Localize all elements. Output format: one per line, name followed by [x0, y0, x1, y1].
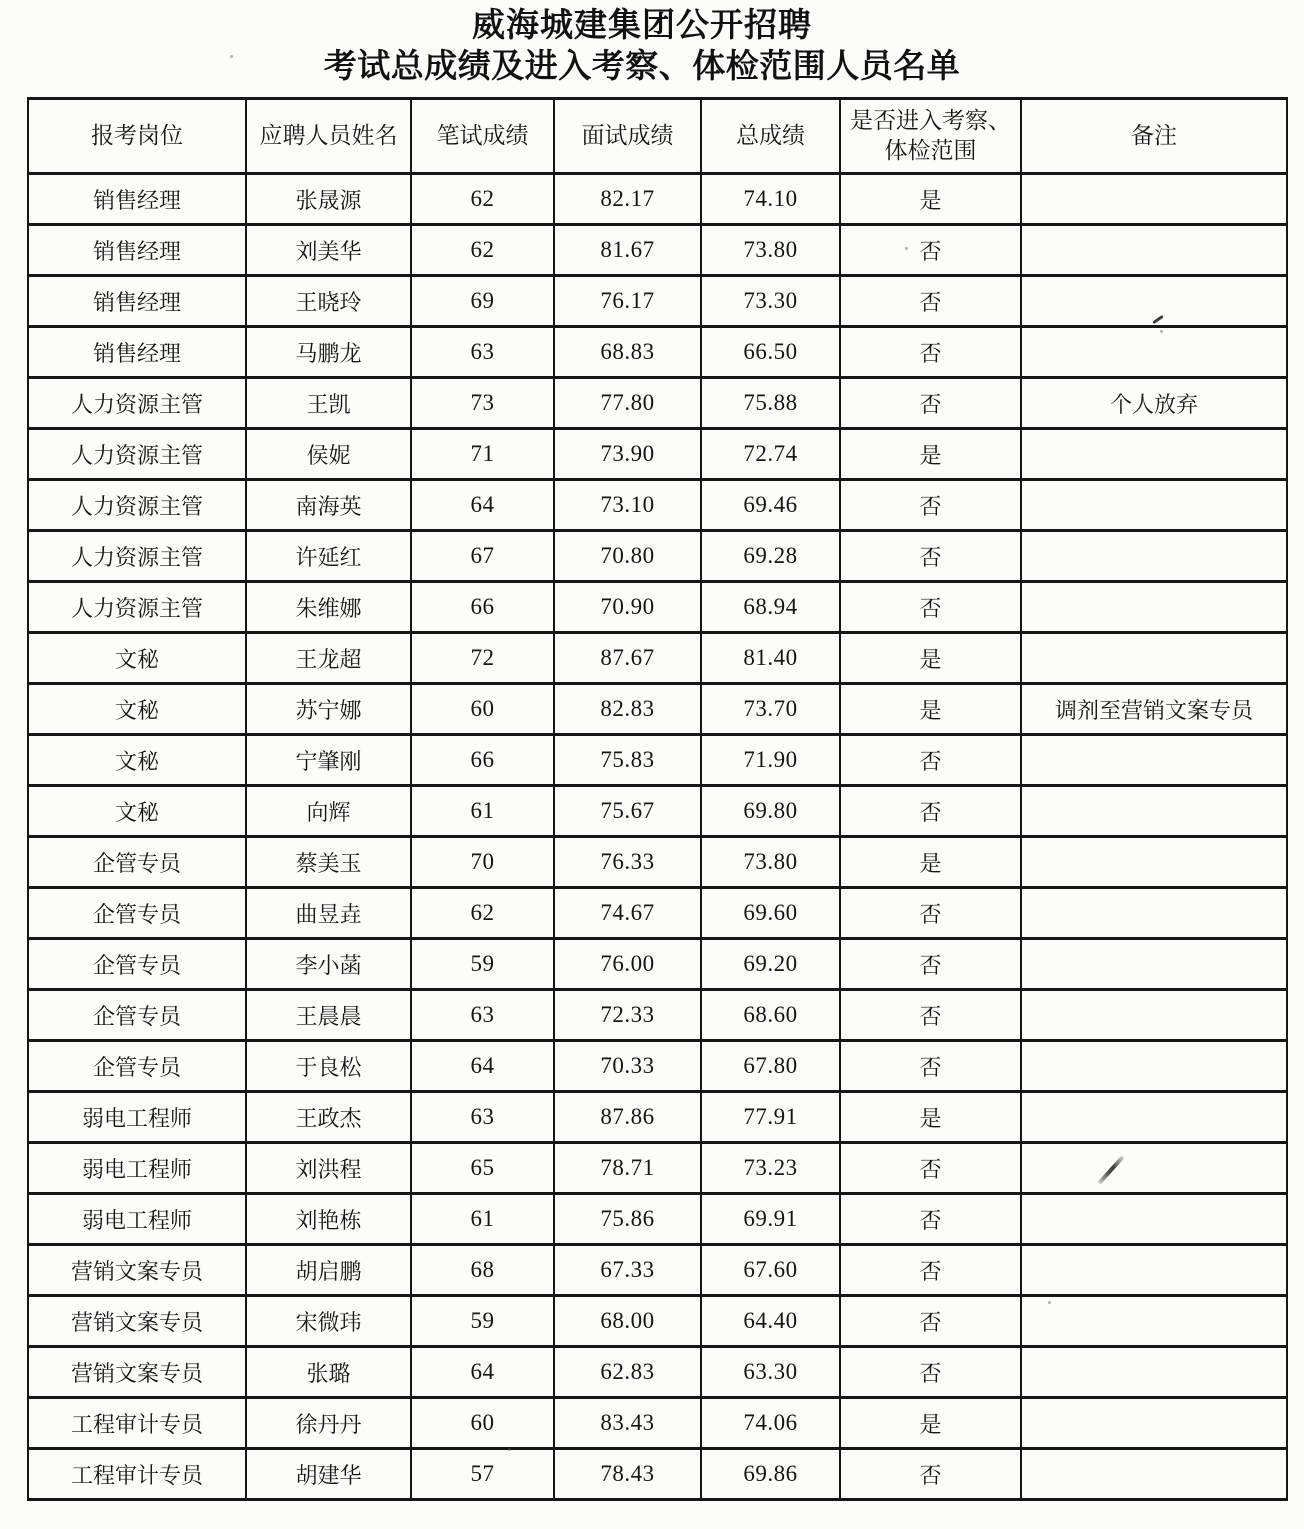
cell-name: 胡建华 [246, 1449, 411, 1500]
cell-interview-score: 74.67 [554, 888, 701, 939]
table-row [28, 786, 1287, 837]
table-row [28, 378, 1287, 429]
cell-name: 马鹏龙 [246, 327, 411, 378]
cell-written-score: 67 [411, 531, 554, 582]
cell-written-score: 61 [411, 786, 554, 837]
table-row [28, 939, 1287, 990]
cell-position: 人力资源主管 [28, 531, 246, 582]
cell-enter-scope: 是 [840, 837, 1021, 888]
cell-remark [1021, 939, 1287, 990]
title-line-1: 威海城建集团公开招聘 [472, 6, 812, 43]
cell-enter-scope: 是 [840, 1092, 1021, 1143]
cell-enter-scope: 否 [840, 276, 1021, 327]
cell-written-score: 69 [411, 276, 554, 327]
cell-written-score: 60 [411, 684, 554, 735]
cell-total-score: 66.50 [701, 327, 840, 378]
cell-enter-scope: 否 [840, 480, 1021, 531]
cell-total-score: 81.40 [701, 633, 840, 684]
cell-written-score: 64 [411, 1041, 554, 1092]
cell-written-score: 62 [411, 888, 554, 939]
cell-name: 王凯 [246, 378, 411, 429]
cell-interview-score: 76.17 [554, 276, 701, 327]
cell-name: 胡启鹏 [246, 1245, 411, 1296]
cell-position: 销售经理 [28, 225, 246, 276]
cell-name: 刘美华 [246, 225, 411, 276]
table-row [28, 1449, 1287, 1500]
table-row [28, 837, 1287, 888]
cell-enter-scope: 否 [840, 531, 1021, 582]
cell-written-score: 66 [411, 582, 554, 633]
cell-total-score: 69.86 [701, 1449, 840, 1500]
table-row [28, 1296, 1287, 1347]
cell-position: 文秘 [28, 684, 246, 735]
cell-total-score: 67.60 [701, 1245, 840, 1296]
cell-enter-scope: 是 [840, 1398, 1021, 1449]
cell-position: 销售经理 [28, 174, 246, 225]
cell-position: 弱电工程师 [28, 1143, 246, 1194]
cell-name: 朱维娜 [246, 582, 411, 633]
cell-interview-score: 83.43 [554, 1398, 701, 1449]
cell-interview-score: 70.80 [554, 531, 701, 582]
cell-written-score: 63 [411, 327, 554, 378]
cell-interview-score: 62.83 [554, 1347, 701, 1398]
table-row [28, 276, 1287, 327]
cell-position: 营销文案专员 [28, 1296, 246, 1347]
column-header: 应聘人员姓名 [246, 99, 411, 174]
table-row [28, 1194, 1287, 1245]
cell-remark [1021, 1041, 1287, 1092]
cell-name: 苏宁娜 [246, 684, 411, 735]
column-header: 总成绩 [701, 99, 840, 174]
cell-written-score: 62 [411, 174, 554, 225]
cell-remark [1021, 990, 1287, 1041]
cell-name: 刘艳栋 [246, 1194, 411, 1245]
cell-total-score: 73.70 [701, 684, 840, 735]
cell-position: 企管专员 [28, 837, 246, 888]
cell-total-score: 69.60 [701, 888, 840, 939]
cell-interview-score: 75.86 [554, 1194, 701, 1245]
cell-name: 王政杰 [246, 1092, 411, 1143]
cell-remark [1021, 1194, 1287, 1245]
cell-interview-score: 78.71 [554, 1143, 701, 1194]
cell-position: 工程审计专员 [28, 1449, 246, 1500]
cell-interview-score: 70.90 [554, 582, 701, 633]
table-row [28, 225, 1287, 276]
cell-position: 企管专员 [28, 888, 246, 939]
cell-position: 文秘 [28, 735, 246, 786]
cell-total-score: 73.80 [701, 837, 840, 888]
cell-interview-score: 87.67 [554, 633, 701, 684]
cell-written-score: 64 [411, 480, 554, 531]
table-row [28, 582, 1287, 633]
cell-written-score: 72 [411, 633, 554, 684]
cell-interview-score: 72.33 [554, 990, 701, 1041]
cell-position: 企管专员 [28, 1041, 246, 1092]
cell-remark [1021, 480, 1287, 531]
cell-enter-scope: 否 [840, 1449, 1021, 1500]
cell-remark [1021, 888, 1287, 939]
cell-remark [1021, 1347, 1287, 1398]
cell-written-score: 63 [411, 1092, 554, 1143]
cell-name: 于良松 [246, 1041, 411, 1092]
cell-name: 南海英 [246, 480, 411, 531]
cell-interview-score: 68.00 [554, 1296, 701, 1347]
table-row [28, 684, 1287, 735]
cell-name: 许延红 [246, 531, 411, 582]
cell-enter-scope: 否 [840, 990, 1021, 1041]
cell-position: 人力资源主管 [28, 378, 246, 429]
cell-total-score: 69.80 [701, 786, 840, 837]
cell-position: 销售经理 [28, 327, 246, 378]
cell-total-score: 68.60 [701, 990, 840, 1041]
cell-interview-score: 78.43 [554, 1449, 701, 1500]
table-row [28, 1143, 1287, 1194]
cell-remark [1021, 1092, 1287, 1143]
cell-name: 向辉 [246, 786, 411, 837]
cell-position: 营销文案专员 [28, 1245, 246, 1296]
cell-remark [1021, 174, 1287, 225]
cell-total-score: 69.46 [701, 480, 840, 531]
cell-enter-scope: 否 [840, 1194, 1021, 1245]
cell-name: 徐丹丹 [246, 1398, 411, 1449]
cell-written-score: 63 [411, 990, 554, 1041]
cell-enter-scope: 否 [840, 939, 1021, 990]
table-row [28, 531, 1287, 582]
cell-total-score: 69.28 [701, 531, 840, 582]
cell-interview-score: 70.33 [554, 1041, 701, 1092]
cell-name: 李小菡 [246, 939, 411, 990]
table-row [28, 1398, 1287, 1449]
table-body [28, 174, 1287, 1500]
table-row [28, 990, 1287, 1041]
cell-name: 宁肇刚 [246, 735, 411, 786]
cell-remark [1021, 633, 1287, 684]
cell-written-score: 70 [411, 837, 554, 888]
cell-remark [1021, 582, 1287, 633]
cell-written-score: 68 [411, 1245, 554, 1296]
cell-total-score: 73.23 [701, 1143, 840, 1194]
cell-remark [1021, 1143, 1287, 1194]
cell-position: 人力资源主管 [28, 582, 246, 633]
cell-interview-score: 76.00 [554, 939, 701, 990]
cell-total-score: 73.30 [701, 276, 840, 327]
table-row [28, 1092, 1287, 1143]
cell-total-score: 72.74 [701, 429, 840, 480]
column-header: 是否进入考察、 体检范围 [840, 99, 1021, 174]
cell-name: 刘洪程 [246, 1143, 411, 1194]
cell-name: 王龙超 [246, 633, 411, 684]
cell-remark [1021, 735, 1287, 786]
cell-interview-score: 82.17 [554, 174, 701, 225]
cell-total-score: 69.91 [701, 1194, 840, 1245]
column-header: 报考岗位 [28, 99, 246, 174]
cell-enter-scope: 是 [840, 633, 1021, 684]
cell-enter-scope: 否 [840, 1347, 1021, 1398]
title-line-2: 考试总成绩及进入考察、体检范围人员名单 [323, 47, 961, 84]
cell-interview-score: 75.83 [554, 735, 701, 786]
cell-remark: 个人放弃 [1021, 378, 1287, 429]
cell-enter-scope: 否 [840, 1245, 1021, 1296]
cell-remark [1021, 225, 1287, 276]
cell-total-score: 75.88 [701, 378, 840, 429]
cell-interview-score: 75.67 [554, 786, 701, 837]
cell-position: 文秘 [28, 633, 246, 684]
cell-name: 侯妮 [246, 429, 411, 480]
header-row [28, 99, 1287, 174]
cell-remark [1021, 1245, 1287, 1296]
cell-remark [1021, 786, 1287, 837]
cell-position: 人力资源主管 [28, 429, 246, 480]
column-header: 笔试成绩 [411, 99, 554, 174]
cell-position: 弱电工程师 [28, 1092, 246, 1143]
cell-written-score: 71 [411, 429, 554, 480]
cell-name: 张璐 [246, 1347, 411, 1398]
cell-enter-scope: 否 [840, 327, 1021, 378]
cell-total-score: 74.10 [701, 174, 840, 225]
cell-enter-scope: 否 [840, 1143, 1021, 1194]
cell-written-score: 59 [411, 939, 554, 990]
cell-interview-score: 87.86 [554, 1092, 701, 1143]
cell-total-score: 68.94 [701, 582, 840, 633]
cell-interview-score: 76.33 [554, 837, 701, 888]
cell-interview-score: 81.67 [554, 225, 701, 276]
cell-total-score: 69.20 [701, 939, 840, 990]
cell-enter-scope: 否 [840, 1041, 1021, 1092]
cell-name: 王晓玲 [246, 276, 411, 327]
table-row [28, 888, 1287, 939]
cell-enter-scope: 否 [840, 1296, 1021, 1347]
cell-written-score: 66 [411, 735, 554, 786]
cell-total-score: 67.80 [701, 1041, 840, 1092]
cell-written-score: 73 [411, 378, 554, 429]
column-header: 面试成绩 [554, 99, 701, 174]
table-row [28, 1245, 1287, 1296]
cell-interview-score: 82.83 [554, 684, 701, 735]
cell-name: 宋微玮 [246, 1296, 411, 1347]
cell-position: 弱电工程师 [28, 1194, 246, 1245]
cell-written-score: 57 [411, 1449, 554, 1500]
cell-remark [1021, 1449, 1287, 1500]
table-row [28, 174, 1287, 225]
cell-total-score: 77.91 [701, 1092, 840, 1143]
cell-name: 张晟源 [246, 174, 411, 225]
cell-enter-scope: 否 [840, 225, 1021, 276]
cell-remark: 调剂至营销文案专员 [1021, 684, 1287, 735]
cell-remark [1021, 1296, 1287, 1347]
column-header: 备注 [1021, 99, 1287, 174]
cell-enter-scope: 否 [840, 582, 1021, 633]
cell-total-score: 64.40 [701, 1296, 840, 1347]
cell-interview-score: 68.83 [554, 327, 701, 378]
cell-interview-score: 77.80 [554, 378, 701, 429]
cell-written-score: 61 [411, 1194, 554, 1245]
table-row [28, 327, 1287, 378]
cell-written-score: 60 [411, 1398, 554, 1449]
document-title [0, 4, 1284, 86]
cell-total-score: 71.90 [701, 735, 840, 786]
table-row [28, 429, 1287, 480]
cell-name: 王晨晨 [246, 990, 411, 1041]
cell-written-score: 65 [411, 1143, 554, 1194]
cell-written-score: 62 [411, 225, 554, 276]
cell-remark [1021, 1398, 1287, 1449]
cell-enter-scope: 否 [840, 378, 1021, 429]
cell-interview-score: 73.90 [554, 429, 701, 480]
cell-enter-scope: 是 [840, 174, 1021, 225]
cell-remark [1021, 327, 1287, 378]
cell-remark [1021, 429, 1287, 480]
cell-written-score: 59 [411, 1296, 554, 1347]
cell-position: 企管专员 [28, 990, 246, 1041]
cell-position: 企管专员 [28, 939, 246, 990]
table-row [28, 480, 1287, 531]
cell-enter-scope: 是 [840, 429, 1021, 480]
table-row [28, 633, 1287, 684]
cell-total-score: 73.80 [701, 225, 840, 276]
cell-enter-scope: 是 [840, 684, 1021, 735]
table-row [28, 1041, 1287, 1092]
cell-interview-score: 73.10 [554, 480, 701, 531]
cell-total-score: 63.30 [701, 1347, 840, 1398]
cell-enter-scope: 否 [840, 888, 1021, 939]
cell-written-score: 64 [411, 1347, 554, 1398]
cell-name: 曲昱垚 [246, 888, 411, 939]
table-row [28, 735, 1287, 786]
cell-position: 销售经理 [28, 276, 246, 327]
cell-position: 文秘 [28, 786, 246, 837]
cell-remark [1021, 837, 1287, 888]
cell-total-score: 74.06 [701, 1398, 840, 1449]
cell-position: 人力资源主管 [28, 480, 246, 531]
cell-remark [1021, 276, 1287, 327]
cell-interview-score: 67.33 [554, 1245, 701, 1296]
cell-position: 营销文案专员 [28, 1347, 246, 1398]
cell-position: 工程审计专员 [28, 1398, 246, 1449]
exam-results-table [27, 97, 1288, 1501]
cell-name: 蔡美玉 [246, 837, 411, 888]
table-row [28, 1347, 1287, 1398]
cell-enter-scope: 否 [840, 735, 1021, 786]
cell-remark [1021, 531, 1287, 582]
cell-enter-scope: 否 [840, 786, 1021, 837]
